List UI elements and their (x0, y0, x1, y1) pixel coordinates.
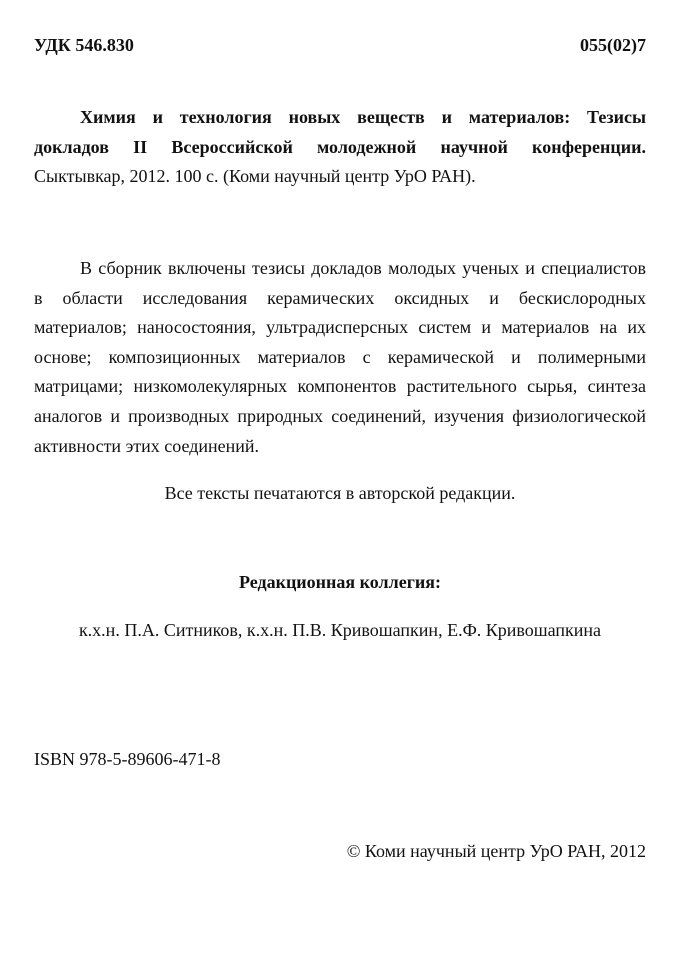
classification-code: 055(02)7 (580, 35, 646, 55)
abstract-line: матрицами; низкомолекулярных компонентов растительного сырья, синтеза (34, 376, 646, 396)
abstract-line: активности этих соединений. (34, 436, 260, 456)
abstract-line: аналогов и производных природных соединений, изучения физиологической (34, 406, 646, 426)
abstract-line: материалов; наносостояния, ультрадисперсных систем и материалов на их (34, 317, 646, 337)
udk-code: УДК 546.830 (34, 35, 134, 55)
abstract-line: в области исследования керамических оксидных и бескислородных (34, 288, 646, 308)
title-line-2: докладов II Всероссийской молодежной научной конференции. (34, 137, 646, 157)
abstract-line: В сборник включены тезисы докладов молодых ученых и специалистов (80, 258, 646, 278)
editorial-heading: Редакционная коллегия: (238, 572, 442, 592)
authors-edition-note: Все тексты печатаются в авторской редакции. (164, 483, 516, 503)
isbn: ISBN 978-5-89606-471-8 (34, 749, 221, 769)
copyright: © Коми научный центр УрО РАН, 2012 (346, 841, 646, 861)
abstract-line: основе; композиционных материалов с керамической и полимерными (34, 347, 646, 367)
imprint: Сыктывкар, 2012. 100 с. (Коми научный центр УрО РАН). (34, 166, 476, 186)
editorial-members: к.х.н. П.А. Ситников, к.х.н. П.В. Кривошапкин, Е.Ф. Кривошапкина (78, 620, 602, 640)
title-line-1: Химия и технология новых веществ и материалов: Тезисы (80, 107, 646, 127)
